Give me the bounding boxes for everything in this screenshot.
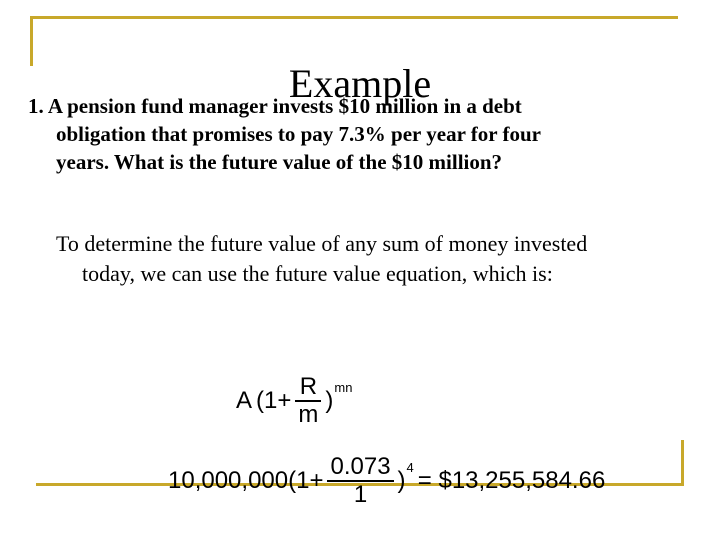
calc-fraction <box>327 454 393 508</box>
formula-exponent: mn <box>334 379 353 395</box>
frame-right-line <box>681 440 684 486</box>
future-value-calculation <box>168 454 605 508</box>
slide-title: Example <box>288 61 432 106</box>
question-line-3: years. What is the future value of the $10 million? <box>56 150 503 174</box>
formula-fraction <box>295 374 321 428</box>
formula-lead: A <box>236 387 253 414</box>
formula-open: (1+ <box>256 387 292 414</box>
calc-close: ) <box>397 467 406 494</box>
future-value-formula <box>236 374 352 428</box>
explanation-line-1: To determine the future value of any sum of money invested <box>56 231 588 256</box>
calc-numerator: 0.073 <box>330 453 391 480</box>
explanation-line-2: today, we can use the future value equation, which is: <box>82 261 553 286</box>
explanation-text <box>56 229 696 289</box>
calc-lead: 10,000,000(1+ <box>168 467 324 494</box>
calc-exponent: 4 <box>406 459 414 475</box>
frame-left-line <box>30 16 33 66</box>
formula-denominator: m <box>298 401 319 428</box>
formula-close: ) <box>325 387 334 414</box>
calc-result: = $13,255,584.66 <box>417 467 606 494</box>
question-line-1: 1. A pension fund manager invests $10 million in a debt <box>28 94 522 118</box>
frame-top-line <box>30 16 678 19</box>
calc-denominator: 1 <box>353 481 368 508</box>
formula-numerator: R <box>299 373 318 400</box>
question-line-2: obligation that promises to pay 7.3% per year for four <box>56 122 541 146</box>
